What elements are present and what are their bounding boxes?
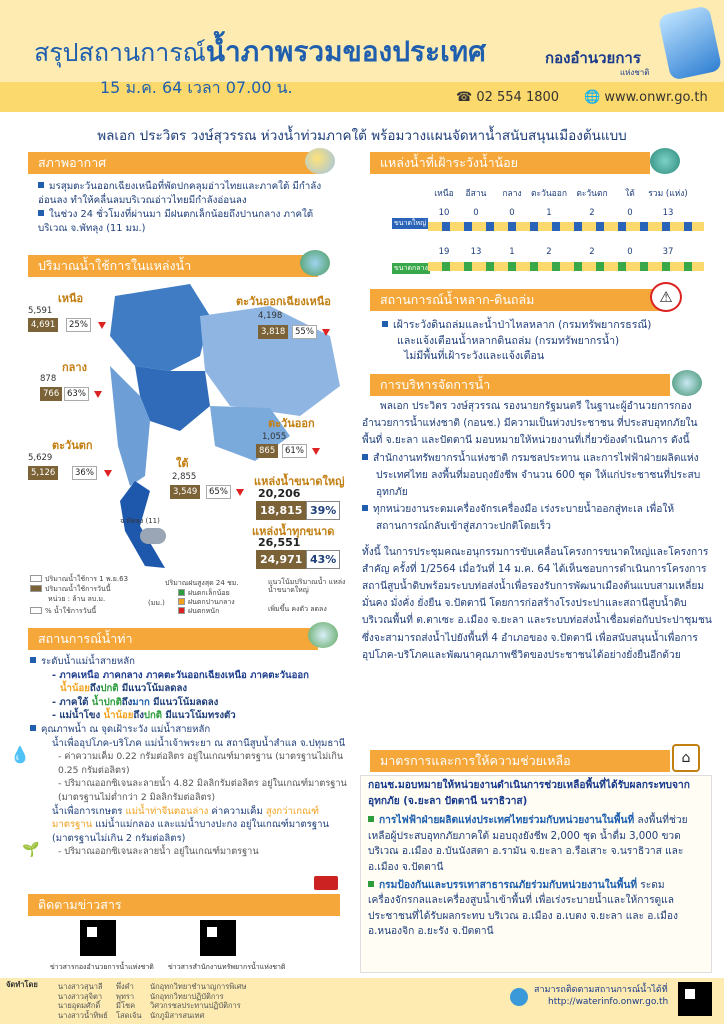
river-icon xyxy=(308,622,338,648)
website-link[interactable] xyxy=(584,90,708,105)
legend-level-2: ฝนตกปานกลาง xyxy=(178,597,235,608)
legend-rain: ปริมาณฝนสูงสุด 24 ชม. xyxy=(165,579,239,587)
low-water-cell: 0 xyxy=(509,208,515,218)
region-north-label: เหนือ xyxy=(58,292,84,305)
region-central-volume: 766 xyxy=(40,387,62,401)
region-south-label: ใต้ xyxy=(176,457,189,470)
qr-code-onwr[interactable] xyxy=(80,920,116,956)
management-bullet-1: สำนักงานทรัพยากรน้ำแห่งชาติ กรมชลประทาน และการไฟฟ้าฝ่ายผลิตแห่งประเทศไทย ลงพื้นที่มอบถุงยังชีพ จำนวน 600 ชุด ให้แก่ประชาชนที่ประสบอุทกภัย xyxy=(362,450,714,502)
dam-icon xyxy=(300,250,330,276)
consume-oxygen: - ปริมาณออกซิเจนละลายน้ำ 4.82 มิลลิกรัมต่อลิตร อยู่ในเกณฑ์มาตรฐาน (มาตรฐานไม่ต่ำกว่า 2 มิลลิกรัมต่อลิตร) xyxy=(58,778,347,803)
assist-body xyxy=(368,778,708,940)
region-central-capacity: 878 xyxy=(40,374,57,384)
large-reservoir-percent: 39% xyxy=(306,501,340,520)
region-northeast-volume: 3,818 xyxy=(258,325,288,339)
low-water-cell: 0 xyxy=(627,208,633,218)
page-title xyxy=(34,30,486,74)
phone-icon: ☎ xyxy=(456,90,473,105)
legend-percent: % น้ำใช้การวันนี้ xyxy=(30,606,96,617)
assist-house-icon: ⌂ xyxy=(672,744,700,772)
agri-oxygen: - ปริมาณออกซิเจนละลายน้ำ อยู่ในเกณฑ์มาตรฐาน xyxy=(58,846,259,858)
footer-web-url[interactable]: http://waterinfo.onwr.go.th xyxy=(548,997,669,1007)
low-water-header: อีสาน xyxy=(465,189,487,199)
rivers-mekong: - แม่น้ำโขง น้ำน้อยถึงปกติ มีแนวโน้มทรงตัว xyxy=(52,710,236,722)
logo-sub: แห่งชาติ xyxy=(620,68,650,77)
water-drop-icon: 💧 xyxy=(10,745,30,764)
low-water-cell: 10 xyxy=(438,208,450,218)
region-north-percent: 25% xyxy=(66,318,91,332)
legend-level-1: ฝนตกเล็กน้อย xyxy=(178,588,230,599)
section-management-title: การบริหารจัดการน้ำ xyxy=(380,377,491,392)
low-water-cell: 0 xyxy=(473,208,479,218)
qr-code-waterinfo[interactable] xyxy=(678,982,712,1016)
region-northeast-percent: 55% xyxy=(292,325,317,339)
title-prefix: สรุปสถานการณ์ xyxy=(34,38,206,67)
report-date: 15 ม.ค. 64 เวลา 07.00 น. xyxy=(100,78,293,97)
management-bullet-2: ทุกหน่วยงานระดมเครื่องจักรเครื่องมือ เร่งระบายน้ำออกสู่ทะเล เพื่อให้สถานการณ์กลับเข้าสู่สภาวะปกติโดยเร็ว xyxy=(362,501,714,535)
region-west-label: ตะวันตก xyxy=(52,439,93,452)
trend-down-icon xyxy=(322,329,330,336)
section-news-title: ติดตามข่าวสาร xyxy=(38,897,122,912)
management-intro: พลเอก ประวิตร วงษ์สุวรรณ รองนายกรัฐมนตรี ในฐานะผู้อำนวยการกองอำนวยการน้ำแห่งชาติ (กอนช.) มีความเป็นห่วงประชาชน ที่ประสบอุทกภัยในพื้นที่ จ.ยะลา และปัตตานี มอบหมายให้หน่วยงานที่เกี่ยวข้องดำเนินการ ดังนี้ xyxy=(362,401,698,447)
headline: พลเอก ประวิตร วงษ์สุวรรณ ห่วงน้ำท่วมภาคใต้ พร้อมวางแผนจัดหาน้ำสนับสนุนเมืองต้นแบบ xyxy=(97,128,627,144)
region-north-capacity: 5,591 xyxy=(28,306,53,316)
legend-trend: แนวโน้มปริมาณน้ำ แหล่งน้ำขนาดใหญ่ xyxy=(268,578,346,594)
section-landslide-title: สถานการณ์น้ำหลาก-ดินถล่ม xyxy=(380,292,535,307)
landslide-line-2: และแจ้งเตือนน้ำหลากดินถล่ม (กรมทรัพยากรน้ำ) xyxy=(397,334,620,347)
legend-unit: หน่วย : ล้าน ลบ.ม. xyxy=(48,595,106,603)
region-east-percent: 61% xyxy=(282,444,307,458)
fish-icon xyxy=(650,148,680,174)
low-water-cell: 1 xyxy=(509,247,515,257)
section-news xyxy=(28,894,340,916)
map-northeast xyxy=(200,306,340,416)
low-water-cell: 13 xyxy=(470,247,482,257)
region-south-capacity: 2,855 xyxy=(172,472,197,482)
low-water-cell: 37 xyxy=(662,247,674,257)
region-west-capacity: 5,629 xyxy=(28,453,53,463)
footer-names: นางสาวสุนาลี นางสาวสุจิตา นายอุดมศักดิ์ นางสาวน้ำทิพย์ xyxy=(58,982,108,1020)
low-water-header: กลาง xyxy=(502,189,522,199)
section-management xyxy=(370,374,670,396)
management-icon xyxy=(672,370,702,396)
section-landslide xyxy=(370,289,670,311)
low-water-cell: 2 xyxy=(589,247,595,257)
all-reservoir-capacity: 26,551 xyxy=(258,536,301,549)
region-northeast-capacity: 4,198 xyxy=(258,311,283,321)
seedling-icon: 🌱 xyxy=(22,842,40,858)
large-reservoir-capacity: 20,206 xyxy=(258,487,301,500)
low-water-header: ตะวันออก xyxy=(530,189,568,199)
region-central-percent: 63% xyxy=(64,387,89,401)
section-low-water-title: แหล่งน้ำที่เฝ้าระวังน้ำน้อย xyxy=(380,155,518,170)
qr-caption-1: ข่าวสารกองอำนวยการน้ำแห่งชาติ xyxy=(50,963,154,971)
qr-caption-2: ข่าวสารสำนักงานทรัพยากรน้ำแห่งชาติ xyxy=(168,963,286,971)
low-water-cell: 0 xyxy=(627,247,633,257)
assist-lead: กอนช.มอบหมายให้หน่วยงานดำเนินการช่วยเหลือพื้นที่ได้รับผลกระทบจากอุทกภัย (จ.ยะลา ปัตตานี นราธิวาส) xyxy=(368,780,690,807)
all-reservoir-percent: 43% xyxy=(306,550,340,569)
logo-text: กองอำนวยการ xyxy=(545,49,641,67)
section-reservoir xyxy=(28,255,318,277)
large-reservoir-label: แหล่งน้ำขนาดใหญ่ xyxy=(254,475,345,488)
rain-station-label: จ.พัทลุง (11) xyxy=(120,517,160,525)
legend-volume: ปริมาณน้ำใช้การวันนี้ xyxy=(30,584,111,595)
region-south-percent: 65% xyxy=(206,485,231,499)
rivers-north: - ภาคเหนือ ภาคกลาง ภาคตะวันออกเฉียงเหนือ ภาคตะวันออก xyxy=(52,669,309,681)
website-url: www.onwr.go.th xyxy=(604,90,708,105)
region-west-volume: 5,126 xyxy=(28,466,58,480)
landslide-body xyxy=(382,318,712,365)
section-reservoir-title: ปริมาณน้ำใช้การในแหล่งน้ำ xyxy=(38,258,192,273)
legend-trend-items: เพิ่มขึ้น คงตัว ลดลง xyxy=(268,605,327,613)
phone-number: 02 554 1800 xyxy=(476,90,560,105)
large-reservoir-bar xyxy=(428,222,704,231)
landslide-line-3: ไม่มีพื้นที่เฝ้าระวังและแจ้งเตือน xyxy=(404,350,545,362)
all-reservoir-label: แหล่งน้ำทุกขนาด xyxy=(252,525,335,538)
row-label-large: ขนาดใหญ่ xyxy=(394,219,427,227)
water-quality-heading: คุณภาพน้ำ ณ จุดเฝ้าระวัง แม่น้ำสายหลัก xyxy=(30,723,350,737)
news-icon xyxy=(314,876,338,890)
section-weather-title: สภาพอากาศ xyxy=(38,155,107,170)
region-northeast-label: ตะวันออกเฉียงเหนือ xyxy=(236,295,331,308)
low-water-cell: 2 xyxy=(589,208,595,218)
low-water-header: เหนือ xyxy=(434,189,454,199)
assist-bullet-2: กรมป้องกันและบรรเทาสาธารณภัยร่วมกับหน่วยงานในพื้นที่ ระดมเครื่องจักรกลและเครื่องสูบน้ำเข้าพื้นที่ เพื่อเร่งระบายน้ำและให้การดูแลประชาชนที่ได้รับผลกระทบ บริเวณ อ.เมือง อ.เบตง จ.ยะลา และ อ.เมือง อ.หนองจิก อ.ยะรัง จ.ปัตตานี xyxy=(368,879,678,938)
cloud-sun-icon xyxy=(305,148,335,174)
row-label-medium: ขนาดกลาง xyxy=(394,264,428,272)
warning-icon: ⚠ xyxy=(650,282,682,312)
low-water-cell: 1 xyxy=(546,208,552,218)
low-water-header: ใต้ xyxy=(625,189,635,199)
phone-contact[interactable] xyxy=(456,90,559,105)
rivers-south: - ภาคใต้ น้ำปกติถึงมาก มีแนวโน้มลดลง xyxy=(52,696,219,708)
map-north xyxy=(110,284,210,371)
trend-down-icon xyxy=(98,322,106,329)
footer-surnames: พึ่งคำ พุทรา มีโชค โสดเจ้น xyxy=(116,982,142,1020)
footer-positions: นักอุทกวิทยาชำนาญการพิเศษ นักอุทกวิทยาปฏิบัติการ วิศวกรชลประทานปฏิบัติการ นักภูมิสารสนเทศ xyxy=(150,982,247,1020)
globe-icon xyxy=(510,988,528,1006)
section-assist-title: มาตรการและการให้ความช่วยเหลือ xyxy=(380,753,571,768)
title-main: น้ำภาพรวมของประเทศ xyxy=(205,35,486,68)
qr-code-office[interactable] xyxy=(200,920,236,956)
region-east-label: ตะวันออก xyxy=(268,417,315,430)
legend-capacity: ปริมาณน้ำใช้การ 1 พ.ย.63 xyxy=(30,574,128,585)
consume-title: น้ำเพื่ออุปโภค-บริโภค แม่น้ำเจ้าพระยา ณ สถานีสูบน้ำสำแล จ.ปทุมธานี xyxy=(52,737,346,749)
assist-bullet-1: การไฟฟ้าฝ่ายผลิตแห่งประเทศไทยร่วมกับหน่วยงานในพื้นที่ ลงพื้นที่ช่วยเหลือผู้ประสบอุทกภัยภาคใต้ มอบถุงยังชีพ 2,000 ชุด น้ำดื่ม 3,000 ขวด บริเวณ อ.เมือง อ.บันนังสตา อ.รามัน จ.ยะลา อ.รือเสาะ จ.นราธิวาส และ อ.เมือง จ.ปัตตานี xyxy=(368,815,688,873)
landslide-line-1: เฝ้าระวังดินถล่มและน้ำป่าไหลหลาก (กรมทรัพยากรธรณี) xyxy=(382,318,712,334)
region-north-volume: 4,691 xyxy=(28,318,58,332)
region-east-capacity: 1,055 xyxy=(262,432,287,442)
low-water-header: รวม (แห่ง) xyxy=(648,189,688,199)
trend-down-icon xyxy=(94,391,102,398)
section-low-water xyxy=(370,152,650,174)
trend-down-icon xyxy=(312,448,320,455)
low-water-cell: 13 xyxy=(662,208,674,218)
region-east-volume: 865 xyxy=(256,444,278,458)
management-meeting: ทั้งนี้ ในการประชุมคณะอนุกรรมการขับเคลื่อนโครงการขนาดใหญ่และโครงการสำคัญ ครั้งที่ 1/2564 เมื่อวันที่ 14 ม.ค. 64 ได้เห็นชอบการดำเนินการโครงการสถานีสูบน้ำดิบพร้อมระบบท่อส่งน้ำเพื่อรองรับการพัฒนาเมืองต้นแบบสามเหลี่ยม มั่นคง มั่งคั่ง ยั่งยืน จ.ปัตตานี โดยการก่อสร้างโรงประปาและสถานีสูบน้ำดิบบริเวณพื้นที่ ต.ตาเซะ อ.เมือง จ.ยะลา และระบบท่อส่งน้ำเชื่อมต่อกับประปาชุมชน ซึ่งจะสามารถส่งน้ำไปยังพื้นที่ 4 อำเภอของ จ.ปัตตานี เพื่อสนับสนุนน้ำเพื่อการอุปโภค-บริโภคและพัฒนาคุณภาพชีวิตของประชาชนได้อย่างยั่งยืนอีกด้วย xyxy=(362,546,712,661)
footer-web-label: สามารถติดตามสถานการณ์น้ำได้ที่ xyxy=(534,985,668,995)
all-reservoir-volume: 24,971 xyxy=(256,550,306,569)
section-water-situation-title: สถานการณ์น้ำท่า xyxy=(38,631,133,646)
region-central-label: กลาง xyxy=(62,361,87,374)
water-situation-body xyxy=(30,655,350,859)
legend-rain-unit: (มม.) xyxy=(148,599,165,607)
main-rivers-heading: ระดับน้ำแม่น้ำสายหลัก xyxy=(30,655,350,669)
section-water-situation xyxy=(28,628,318,650)
medium-reservoir-bar xyxy=(428,262,704,271)
management-body xyxy=(362,398,714,664)
weather-item: ในช่วง 24 ชั่วโมงที่ผ่านมา มีฝนตกเล็กน้อยถึงปานกลาง ภาคใต้บริเวณ จ.พัทลุง (11 มม.) xyxy=(38,209,314,235)
region-south-volume: 3,549 xyxy=(170,485,200,499)
low-water-header: ตะวันตก xyxy=(576,189,608,199)
trend-down-icon xyxy=(236,489,244,496)
low-water-cell: 2 xyxy=(546,247,552,257)
rivers-north-status: น้ำน้อยถึงปกติ มีแนวโน้มลดลง xyxy=(60,683,188,695)
region-west-percent: 36% xyxy=(72,466,97,480)
agri-line: น้ำเพื่อการเกษตร แม่น้ำท่าจีนตอนล่าง ค่าความเค็ม สูงกว่าเกณฑ์มาตรฐาน แม่น้ำแม่กลอง และแม่น้ำบางปะกง อยู่ในเกณฑ์มาตรฐาน (มาตรฐานไม่เกิน 2 กรัมต่อลิตร) xyxy=(52,805,330,844)
large-reservoir-volume: 18,815 xyxy=(256,501,306,520)
weather-item: มรสุมตะวันออกเฉียงเหนือที่พัดปกคลุมอ่าวไทยและภาคใต้ มีกำลังอ่อนลง ทำให้คลื่นลมบริเวณอ่าวไทยมีกำลังอ่อนลง xyxy=(38,181,322,207)
low-water-cell: 19 xyxy=(438,247,450,257)
consume-salinity: - ค่าความเค็ม 0.22 กรัมต่อลิตร อยู่ในเกณฑ์มาตรฐาน (มาตรฐานไม่เกิน 0.25 กรัมต่อลิตร) xyxy=(58,751,344,776)
legend-level-3: ฝนตกหนัก xyxy=(178,606,219,617)
globe-icon: 🌐 xyxy=(584,90,601,105)
trend-down-icon xyxy=(104,470,112,477)
footer-made-by: จัดทำโดย xyxy=(6,980,38,989)
section-assist xyxy=(370,750,670,772)
section-weather xyxy=(28,152,318,174)
rain-cloud-icon xyxy=(140,528,166,544)
